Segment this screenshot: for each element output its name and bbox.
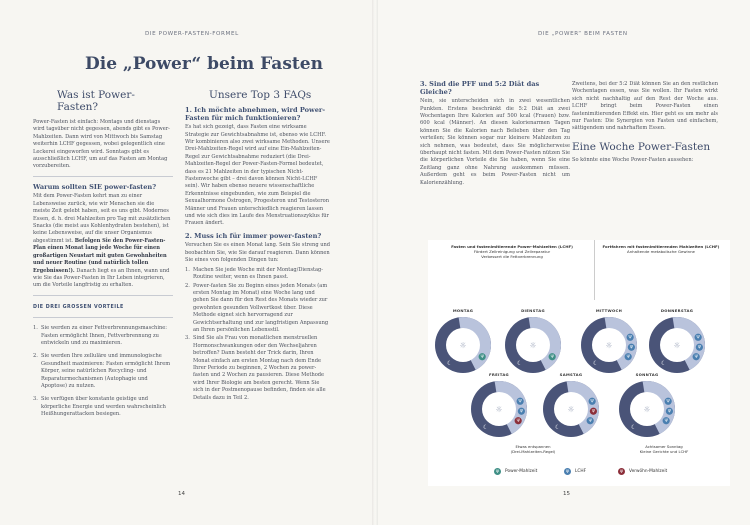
day-donnerstag (646, 308, 708, 378)
heading-warum: Warum sollten SIE power-fasten? (33, 182, 157, 191)
day-ring (540, 378, 602, 440)
fork-icon: Ψ (590, 398, 594, 404)
meal-marker-lchf (693, 353, 700, 360)
list-text: Machen Sie jede Woche mit der Montag/Dienstag-Routine weiter, wenn es Ihnen passt. (193, 266, 324, 281)
day-ring (432, 314, 494, 376)
list-number: 3. (185, 335, 190, 342)
moon-icon: ☾ (631, 424, 637, 431)
day-ring (578, 314, 640, 376)
sun-icon: ☼ (643, 405, 651, 414)
fork-icon: Ψ (516, 418, 520, 424)
zweitens-paragraph: Zweitens, bei der 5:2 Diät können Sie an den restlichen Wochentagen essen, was Sie wollen. Ihr Fasten wirkt sich nicht nachhaltig auf den Rest der Woche aus. LCHF bringt beim Power-Fasten einen fastenimitierenden Effekt ein. Hier geht es um mehr als nur Fasten: Die Synergien von Fasten und einfachem, sättigendem und nahrhaftem Essen. (572, 81, 718, 132)
fork-icon: Ψ (666, 398, 670, 404)
note-relax-sub: (Drei-Mahlzeiten-Regel) (510, 449, 556, 454)
running-head-right: DIE „POWER“ BEIM FASTEN (538, 31, 628, 37)
meal-marker-lchf (625, 353, 632, 360)
header-left-sub2: Verbessert die Fettverbrennung (481, 254, 543, 259)
list-text: Sie werden zu einer Fettverbrennungsmaschine: Fasten ermöglicht Ihnen, Fettverbrennung zu entwickeln und zu maximieren. (41, 325, 167, 346)
day-montag (432, 308, 494, 378)
right-left-column (420, 81, 570, 192)
sun-icon: ☼ (605, 341, 613, 350)
moon-icon: ☾ (483, 424, 489, 431)
moon-icon: ☾ (593, 360, 599, 367)
fork-icon: Ψ (697, 344, 701, 350)
meal-marker-lchf (696, 344, 703, 351)
fork-icon: Ψ (550, 354, 554, 360)
list-text: Sie verfügen über konstante geistige und körperliche Energie und werden wahrscheinlich Heißhungerattacken besiegen. (41, 396, 166, 418)
list-number: 1. (33, 325, 38, 332)
warum-paragraph (33, 193, 173, 289)
fork-icon: Ψ (667, 408, 671, 414)
note-relax (468, 444, 598, 454)
diagram-header-right (596, 244, 726, 254)
legend-label: Power-Mahlzeit (505, 469, 538, 474)
fork-icon: Ψ (565, 469, 570, 474)
faq-answer-3: Nein, sie unterscheiden sich in zwei wesentlichen Punkten. Erstens beschränkt die 5:2 Diät an zwei Wochentagen Ihre Kalorien auf 500 kcal (Frauen) bzw. 600 kcal (Männer). An diesen kalorienarmen Tagen können Sie die Kalorien nach Belieben über den Tag verteilen; Sie können sogar nur kleinere Mahlzeiten zu sich nehmen, was bedeutet, dass Sie möglicherweise überhaupt nicht fasten. Mit dem Power-Fasten nützen Sie die körperlichen Vorteile die Sie haben, wenn Sie eine Zeitlang ganz ohne Nahrung auskommen müssen. Außerdem geht es beim Power-Fasten nicht um Kalorienzählung. (420, 98, 570, 186)
fork-icon: Ψ (518, 398, 522, 404)
warum-text-bold: Befolgen Sie den Power-Fasten-Plan einen Monat lang jede Woche für einen großartigen Neustart mit guten Gewohnheiten und neuer Routine (und natürlich tollen Ergebnissen!). (33, 237, 167, 274)
list-item (185, 335, 331, 402)
intro-paragraph: Power-Fasten ist einfach: Montags und dienstags wird tagsüber nicht gegessen, abends gibt es Power-Mahlzeiten. Dann wird von Mittwoch bis Samstag weiterhin LCHF gegessen, wobei gelegentlich eine Leckerei eingeworfen wird. Sonntags gibt es ausschließlich LCHF, um auf das Fasten am Montag vorzubereiten. (33, 119, 170, 170)
list-item (185, 283, 331, 335)
day-ring (468, 378, 530, 440)
day-samstag (540, 372, 602, 442)
fork-icon: Ψ (619, 469, 624, 474)
page-title: Die „Power“ beim Fasten (85, 54, 323, 74)
meal-marker-treat (515, 417, 522, 424)
fork-icon: Ψ (480, 354, 484, 360)
meal-marker-power (479, 353, 486, 360)
moon-icon: ☾ (517, 360, 523, 367)
running-head-left: DIE POWER-FASTEN-FORMEL (145, 31, 239, 37)
day-label: DONNERSTAG (660, 308, 694, 313)
divider (33, 176, 173, 177)
list-item (185, 267, 331, 282)
left-column (33, 89, 173, 425)
legend-label: LCHF (575, 469, 587, 474)
list-text: Sie werden Ihre zelluläre und immunologische Gesundheit maximieren: Fasten ermöglicht Ihrem Körper, seine natürlichen Recycling- und Reparaturmechanismen (Autophagie und Apoptose) zu nutzen. (41, 353, 171, 389)
list-number: 1. (185, 266, 190, 273)
meal-marker-treat (590, 408, 597, 415)
fork-icon: Ψ (629, 344, 633, 350)
faq-2-options (185, 267, 331, 402)
meal-marker-lchf (666, 408, 673, 415)
meal-marker-power (549, 353, 556, 360)
fork-icon: Ψ (628, 334, 632, 340)
meal-marker-lchf (518, 408, 525, 415)
warum-text-end: Danach liegt es an Ihnen, wann und wie Sie das Power-Fasten in Ihr Leben integrieren, um die Vorteile langfristig zu erhalten. (33, 267, 170, 289)
fork-icon: Ψ (495, 469, 500, 474)
fork-icon: Ψ (694, 354, 698, 360)
fork-icon: Ψ (664, 418, 668, 424)
day-mittwoch (578, 308, 640, 378)
note-relax-title: Etwas entspannen (515, 444, 551, 449)
list-item (33, 396, 173, 418)
list-number: 2. (185, 282, 190, 289)
faq-question-3: 3. Sind die PFF und 5:2 Diät das Gleiche? (420, 80, 540, 96)
heading-faqs: Unsere Top 3 FAQs (209, 89, 312, 101)
header-divider (594, 240, 595, 300)
list-text: Sind Sie als Frau von monatlichen menstruellen Hormonschwankungen oder den Wechseljahren betroffen? Dann besteht der Trick darin, Ihren Monat einfach am ersten Montag nach dem Ende Ihrer Periode zu beginnen, 2 Wochen zu power-fasten und 2 Wochen zu pausieren. Diese Methode wird Ihrer Biologie am besten gerecht. Wenn Sie sich in der Postmenopause befinden, finden sie alle Details dazu in Teil 2. (193, 335, 326, 401)
divider (33, 317, 173, 318)
note-sunday (604, 444, 724, 454)
warum-text-start: Mit dem Power-Fasten kehrt man zu einer Lebensweise zurück, wie wir Menschen sie die meiste Zeit gelebt haben, seit es uns gibt. Modernes Essen, d. h. drei Mahlzeiten pro Tag mit zusätzlichen Snacks (die meist aus Kohlenhydraten bestehen), ist keine Lebensweise, auf die unser Organismus abgestimmt ist. (33, 193, 171, 244)
day-label: MONTAG (452, 308, 474, 313)
moon-icon: ☾ (555, 424, 561, 431)
day-ring (616, 378, 678, 440)
meal-marker-lchf (663, 417, 670, 424)
day-ring (502, 314, 564, 376)
faq-answer-2: Versuchen Sie es einen Monat lang. Sein Sie streng und beobachten Sie, wie Sie darauf reagieren. Dann können Sie eines von folgenden Dingen tun: (185, 242, 331, 264)
diagram-header-left (432, 244, 592, 259)
fork-icon: Ψ (696, 334, 700, 340)
heading-was-ist: Was ist Power-Fasten? (57, 89, 135, 113)
meal-marker-lchf (695, 334, 702, 341)
legend-treat (618, 468, 667, 475)
legend-power (494, 468, 537, 475)
legend-lchf (564, 468, 586, 475)
heading-eine-woche: Eine Woche Power-Fasten (572, 140, 711, 153)
moon-icon: ☾ (447, 360, 453, 367)
meal-marker-lchf (665, 398, 672, 405)
sun-icon: ☼ (529, 341, 537, 350)
day-label: SONNTAG (635, 372, 659, 377)
day-freitag (468, 372, 530, 442)
day-ring (646, 314, 708, 376)
divider (33, 295, 173, 296)
note-sunday-sub: Kleine Gerichte und LCHF (639, 449, 689, 454)
sun-icon: ☼ (673, 341, 681, 350)
sun-icon: ☼ (567, 405, 575, 414)
fork-icon: Ψ (588, 418, 592, 424)
day-label: SAMSTAG (559, 372, 583, 377)
day-label: DIENSTAG (521, 308, 545, 313)
heading-vorteile: DIE DREI GROSSEN VORTEILE (33, 304, 124, 310)
meal-marker-lchf (517, 398, 524, 405)
list-number: 2. (33, 353, 38, 360)
faq-question-1: 1. Ich möchte abnehmen, wird Power-Fasten für mich funktionieren? (185, 106, 326, 122)
header-left-sub1: Fördert Zellreinigung und Zellreparatur (473, 249, 551, 254)
list-item (33, 353, 173, 390)
faq-answer-1: Es hat sich gezeigt, dass Fasten eine wirksame Strategie zur Gewichtsabnahme ist, ebenso wie LCHF. Wir kombinieren also zwei wirksame Methoden. Unsere Drei-Mahlzeiten-Regel wird auf eine Ein-Mahlzeiten-Regel zur Gewichtsabnahme reduziert (die Drei-Mahlzeiten-Regel der Power-Fasten-Formel bedeutet, dass es 21 Mahlzeiten in der typischen Nicht-Fastenwoche gibt – drei davon können Nicht-LCHF sein). Wir haben ebenso neuere wissenschaftliche Erkenntnisse eingebunden, wie zum Beispiel die Sexualhormone Östrogen, Progesteron und Testosteron Männer und Frauen unterschiedlich reagieren lassen und wie sich dies im Laufe des Menstruationszyklus für Frauen ändert. (185, 124, 330, 227)
book-gutter (372, 0, 378, 525)
right-right-column (572, 81, 718, 169)
page-number-right: 15 (563, 491, 570, 497)
list-text: Power-fasten Sie zu Beginn eines jeden Monats (am ersten Montag im Monat) eine Woche lang und gehen Sie dann für den Rest des Monats wieder zur gewohnten gesunden Vollwertkost über. Diese Methode eignet sich hervorragend zur Gewichtserhaltung und zur langfristigen Anpassung an Ihren persönlichen Lebensstil. (193, 282, 329, 333)
fork-icon: Ψ (519, 408, 523, 414)
middle-column (185, 89, 331, 403)
day-dienstag (502, 308, 564, 378)
eine-woche-subtext: So könnte eine Woche Power-Fasten aussehen: (572, 156, 694, 163)
faq-question-2: 2. Muss ich für immer power-fasten? (185, 231, 322, 240)
list-item (33, 325, 173, 347)
day-label: MITTWOCH (595, 308, 623, 313)
sun-icon: ☼ (495, 405, 503, 414)
fork-icon: Ψ (591, 408, 595, 414)
header-left-title: Fasten und fastenimitierende Power-Mahlzeiten (LCHF) (451, 244, 573, 249)
meal-marker-lchf (628, 344, 635, 351)
meal-marker-lchf (587, 417, 594, 424)
list-number: 3. (33, 396, 38, 403)
header-right-title: Fortfahren mit fastenimitierenden Mahlzeiten (LCHF) (602, 244, 720, 249)
meal-marker-lchf (589, 398, 596, 405)
header-right-sub: Anhaltende metabolische Gewinne (627, 249, 695, 254)
page-number-left: 14 (178, 491, 185, 497)
legend-label: Verwöhn-Mahlzeit (629, 469, 668, 474)
note-sunday-title: Achtsamer Sonntag (645, 444, 683, 449)
advantages-list (33, 325, 173, 418)
fork-icon: Ψ (626, 354, 630, 360)
meal-marker-lchf (627, 334, 634, 341)
moon-icon: ☾ (661, 360, 667, 367)
day-sonntag (616, 372, 678, 442)
week-diagram (428, 240, 730, 486)
day-label: FREITAG (489, 372, 509, 377)
sun-icon: ☼ (459, 341, 467, 350)
